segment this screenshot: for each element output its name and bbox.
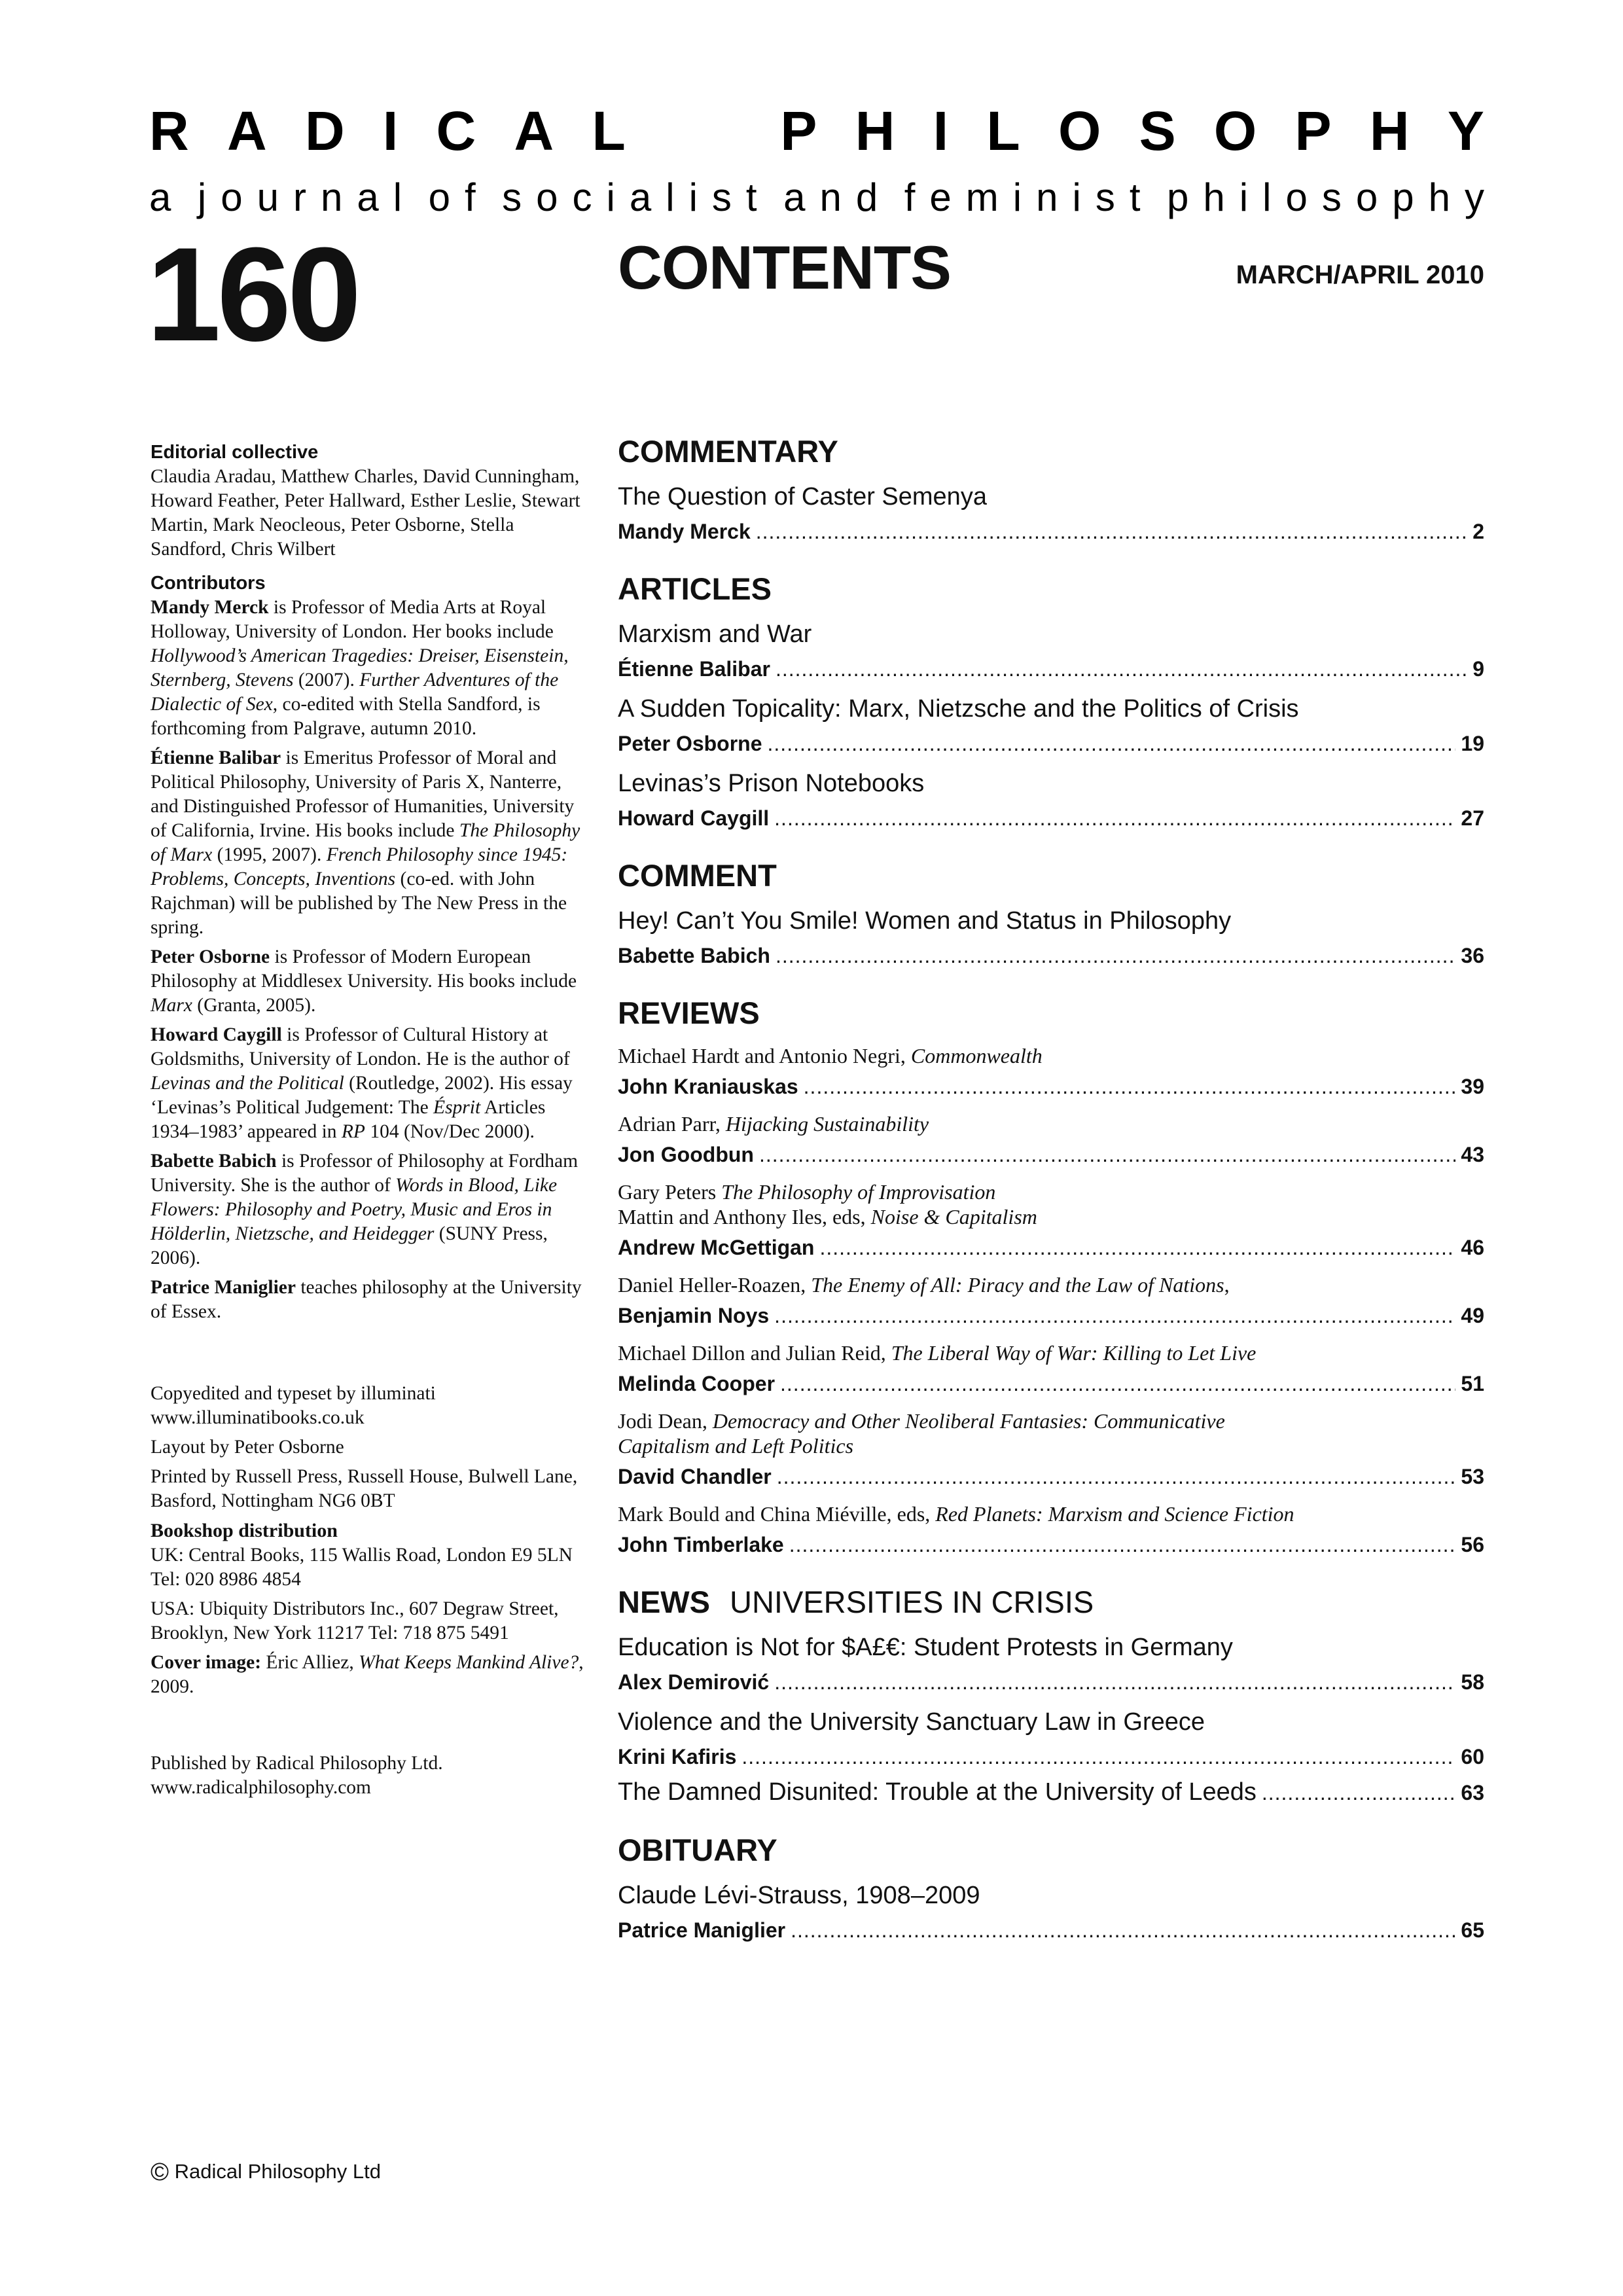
subtitle-letter: h: [1203, 175, 1225, 219]
entry-author: Benjamin Noys: [618, 1304, 770, 1327]
journal-title: [149, 100, 1484, 164]
italic-text: Levinas and the Political: [151, 1073, 344, 1094]
entry-author: Alex Demirović: [618, 1670, 770, 1694]
italic-text: Words in Blood, Like Flowers: Philosophy and Poetry, Music and Eros in Hölderlin, Nietzsche, and Heidegger: [151, 1175, 558, 1244]
subtitle-letter: i: [688, 175, 698, 219]
toc-entry: [618, 729, 1484, 758]
title-letter: H: [1369, 100, 1410, 162]
entry-author: Melinda Cooper: [618, 1372, 776, 1395]
subtitle-letter: n: [819, 175, 842, 219]
leader-dots: [1262, 1778, 1456, 1807]
bookshop-line: UK: Central Books, 115 Wallis Road, London E9 5LN Tel: 020 8986 4854: [151, 1545, 573, 1590]
masthead: [149, 100, 1484, 219]
subtitle-letter: t: [745, 175, 757, 219]
entry-title: Education is Not for $A£€: Student Protests in Germany: [618, 1634, 1233, 1661]
page-number: 2: [1472, 520, 1484, 543]
text-run: is Professor of Media Arts at Royal Holloway, University of London. Her books include: [151, 597, 554, 642]
cover-label: Cover image:: [151, 1652, 262, 1673]
review-title: [618, 1204, 1484, 1229]
toc-entry: [618, 1233, 1484, 1262]
subtitle-word: [1167, 175, 1484, 219]
entry-title: The Question of Caster Semenya: [618, 483, 987, 511]
page-number: 36: [1461, 944, 1484, 967]
leader-dots: [774, 1668, 1455, 1696]
toc-entry: [618, 804, 1484, 833]
subtitle-letter: s: [1321, 175, 1342, 219]
title-letter: O: [1213, 100, 1257, 162]
toc-entry: [618, 1742, 1484, 1771]
subtitle-letter: t: [1129, 175, 1141, 219]
entry-title: Marxism and War: [618, 620, 812, 648]
subtitle-word: [149, 175, 171, 219]
italic-text: Hollywood’s American Tragedies: Dreiser, Eisenstein, Sternberg, Stevens: [151, 645, 569, 691]
review-title: [618, 1272, 1484, 1297]
leader-dots: [774, 804, 1455, 833]
text-run: is Professor of Modern European Philosophy at Middlesex University. His books include: [151, 946, 577, 992]
contents-heading: CONTENTS: [618, 233, 951, 302]
leader-dots: [819, 1233, 1455, 1262]
subtitle-letter: l: [1262, 175, 1272, 219]
title-letter: L: [986, 100, 1020, 162]
page-number: 43: [1461, 1143, 1484, 1166]
leader-dots: [791, 1916, 1455, 1945]
title-letter: P: [1294, 100, 1332, 162]
section-heading: [618, 1831, 1484, 1870]
title-letter: O: [1058, 100, 1101, 162]
title-letter: I: [933, 100, 949, 162]
text-run: is Professor of Cultural History at Goldsmiths, University of London. He is the author of: [151, 1024, 570, 1069]
entry-author: Patrice Maniglier: [618, 1918, 786, 1942]
text-run: Michael Dillon and Julian Reid,: [618, 1341, 891, 1365]
section-subheading: UNIVERSITIES IN CRISIS: [730, 1585, 1094, 1619]
entry-author: Peter Osborne: [618, 732, 762, 755]
entry-author: Andrew McGettigan: [618, 1236, 815, 1259]
subtitle-word: [428, 175, 476, 219]
subtitle-letter: e: [929, 175, 952, 219]
subtitle-letter: f: [464, 175, 476, 219]
contributor-name: Patrice Maniglier: [151, 1277, 296, 1298]
entry-title: Violence and the University Sanctuary Law in Greece: [618, 1708, 1205, 1736]
copyright-text: Radical Philosophy Ltd: [174, 2160, 381, 2183]
text-run: (Routledge, 2002). His essay ‘Levinas’s Political Judgement: The: [151, 1073, 573, 1118]
subtitle-letter: u: [257, 175, 279, 219]
title-letter: S: [1139, 100, 1176, 162]
subtitle-letter: o: [428, 175, 450, 219]
production-line: Printed by Russell Press, Russell House, Bulwell Lane, Basford, Nottingham NG6 0BT: [151, 1466, 578, 1511]
section-heading: [618, 569, 1484, 609]
contributor-bio: [151, 596, 589, 741]
toc-entry: [618, 517, 1484, 546]
title-letter: R: [149, 100, 189, 162]
page-number: 63: [1461, 1781, 1484, 1804]
review-title: [618, 1179, 1484, 1204]
toc-entry: [618, 1301, 1484, 1330]
review-title: [618, 1501, 1484, 1526]
toc-entry: [618, 1369, 1484, 1398]
contributor-bio: [151, 945, 589, 1018]
page-number: 27: [1461, 806, 1484, 830]
journal-subtitle: [149, 175, 1484, 219]
italic-text: Red Planets: Marxism and Science Fiction: [935, 1502, 1294, 1526]
section-title: ARTICLES: [618, 571, 772, 606]
entry-author: John Kraniauskas: [618, 1075, 798, 1098]
subtitle-word: [904, 175, 1141, 219]
contributor-bio: [151, 1276, 589, 1324]
page-number: 60: [1461, 1745, 1484, 1768]
title-letter: D: [304, 100, 345, 162]
page-number: 39: [1461, 1075, 1484, 1098]
section-heading: [618, 994, 1484, 1033]
subtitle-letter: o: [1285, 175, 1308, 219]
subtitle-letter: i: [1072, 175, 1081, 219]
title-letter: A: [226, 100, 267, 162]
text-run: Mark Bould and China Miéville, eds,: [618, 1502, 936, 1526]
section-heading: [618, 1583, 1484, 1622]
text-run: , co-edited with Stella Sandford, is forthcoming from Palgrave, autumn 2010.: [151, 694, 541, 739]
subtitle-letter: j: [197, 175, 207, 219]
leader-dots: [776, 941, 1455, 970]
bookshop-info: [151, 1543, 589, 1645]
table-of-contents: [618, 432, 1484, 1945]
italic-text: Ésprit: [433, 1097, 481, 1118]
contributor-bio: [151, 1149, 589, 1270]
section-heading: [618, 432, 1484, 471]
leader-dots: [741, 1742, 1455, 1771]
entry-author: Mandy Merck: [618, 520, 751, 543]
subtitle-letter: c: [572, 175, 592, 219]
review-title: [618, 1408, 1484, 1433]
toc-entry: [618, 941, 1484, 970]
text-run: (1995, 2007).: [212, 844, 327, 865]
page-number: 58: [1461, 1670, 1484, 1694]
subtitle-letter: s: [711, 175, 732, 219]
page-number: 56: [1461, 1533, 1484, 1556]
contributor-bio: [151, 746, 589, 940]
italic-text: The Enemy of All: Piracy and the Law of Nations: [811, 1273, 1224, 1297]
issue-date: MARCH/APRIL 2010: [1236, 260, 1484, 289]
italic-text: Hijacking Sustainability: [725, 1112, 929, 1136]
text-run: is Professor of Philosophy at Fordham University. She is the author of: [151, 1151, 579, 1196]
subtitle-letter: o: [1355, 175, 1378, 219]
page-number: 53: [1461, 1465, 1484, 1488]
subtitle-letter: p: [1167, 175, 1189, 219]
entry-title: The Damned Disunited: Trouble at the University of Leeds: [618, 1778, 1257, 1806]
contributor-name: Mandy Merck: [151, 597, 269, 618]
leader-dots: [789, 1530, 1456, 1559]
title-letter: L: [592, 100, 626, 162]
subtitle-letter: i: [1239, 175, 1249, 219]
section-title: NEWS: [618, 1585, 710, 1619]
production-line: Layout by Peter Osborne: [151, 1437, 344, 1458]
text-run: Jodi Dean,: [618, 1409, 713, 1433]
page-number: 65: [1461, 1918, 1484, 1942]
subtitle-letter: m: [965, 175, 999, 219]
subtitle-letter: s: [502, 175, 522, 219]
publisher-info: Published by Radical Philosophy Ltd. www.radicalphilosophy.com: [151, 1753, 443, 1798]
review-title: [618, 1043, 1484, 1068]
text-run: Daniel Heller-Roazen,: [618, 1273, 812, 1297]
text-run: 104 (Nov/Dec 2000).: [365, 1121, 535, 1142]
italic-text: French Philosophy since 1945: Problems, Concepts, Inventions: [151, 844, 568, 889]
text-run: (co-ed. with John Rajchman) will be published by The New Press in the spring.: [151, 869, 567, 938]
contributors-list: [151, 596, 589, 1324]
italic-text: The Philosophy of Improvisation: [721, 1180, 996, 1204]
subtitle-letter: h: [1428, 175, 1450, 219]
subtitle-word: [783, 175, 878, 219]
section-heading: [618, 856, 1484, 895]
editorial-text: Claudia Aradau, Matthew Charles, David Cunningham, Howard Feather, Peter Hallward, Esther Leslie, Stewart Martin, Mark Neocleous, Peter Osborne, Stella Sandford, Chris Wilbert: [151, 466, 580, 560]
review-title: [618, 1433, 1484, 1458]
cover-artist: Éric Alliez,: [261, 1652, 359, 1673]
page-number: 9: [1472, 657, 1484, 681]
subtitle-letter: s: [1095, 175, 1115, 219]
contributor-name: Peter Osborne: [151, 946, 270, 967]
issue-number: 160: [147, 220, 358, 369]
text-run: (SUNY Press, 2006).: [151, 1223, 548, 1268]
section-title: COMMENTARY: [618, 434, 838, 469]
italic-text: The Philosophy of Marx: [151, 820, 580, 865]
title-letter: A: [514, 100, 554, 162]
page-number: 49: [1461, 1304, 1484, 1327]
subtitle-word: [502, 175, 757, 219]
contributor-bio: [151, 1023, 589, 1144]
text-run: Mattin and Anthony Iles, eds,: [618, 1205, 871, 1229]
subtitle-letter: l: [666, 175, 675, 219]
leader-dots: [759, 1140, 1455, 1169]
entry-title: Levinas’s Prison Notebooks: [618, 770, 925, 797]
section-title: COMMENT: [618, 858, 777, 893]
contributor-name: Babette Babich: [151, 1151, 277, 1172]
text-run: (2007).: [293, 670, 360, 691]
cover-year: , 2009.: [151, 1652, 584, 1697]
entry-author: John Timberlake: [618, 1533, 784, 1556]
toc-entry: [618, 1530, 1484, 1559]
text-run: Adrian Parr,: [618, 1112, 726, 1136]
copyright: [151, 2159, 381, 2187]
entry-author: David Chandler: [618, 1465, 772, 1488]
leader-dots: [777, 1462, 1456, 1491]
text-run: teaches philosophy at the University of Essex.: [151, 1277, 582, 1322]
subtitle-letter: p: [1392, 175, 1414, 219]
entry-author: Howard Caygill: [618, 806, 770, 830]
title-letter: C: [436, 100, 476, 162]
entry-author: Jon Goodbun: [618, 1143, 754, 1166]
entry-author: Babette Babich: [618, 944, 770, 967]
leader-dots: [774, 1301, 1455, 1330]
text-run: ,: [1224, 1273, 1230, 1297]
title-letter: I: [382, 100, 399, 162]
page-number: 46: [1461, 1236, 1484, 1259]
subtitle-letter: i: [1012, 175, 1022, 219]
toc-entry: [618, 1072, 1484, 1101]
editorial-heading: Editorial collective: [151, 442, 319, 463]
review-title: [618, 1111, 1484, 1136]
bookshop-line: USA: Ubiquity Distributors Inc., 607 Degraw Street, Brooklyn, New York 11217 Tel: 718 875 5491: [151, 1598, 559, 1643]
leader-dots: [756, 517, 1467, 546]
italic-text: Democracy and Other Neoliberal Fantasies: Communicative: [712, 1409, 1225, 1433]
cover-work: What Keeps Mankind Alive?: [359, 1652, 579, 1673]
text-run: is Emeritus Professor of Moral and Political Philosophy, University of Paris X, Nanterre, and Distinguished Professor of Humanities, University of California, Irvine. His books include: [151, 747, 575, 841]
title-letter: H: [855, 100, 895, 162]
subtitle-letter: o: [536, 175, 558, 219]
leader-dots: [780, 1369, 1455, 1398]
contributor-name: Étienne Balibar: [151, 747, 281, 768]
bookshop-heading: Bookshop distribution: [151, 1520, 338, 1541]
italic-text: Marx: [151, 995, 192, 1016]
italic-text: Commonwealth: [910, 1044, 1043, 1067]
entry-title: Hey! Can’t You Smile! Women and Status in Philosophy: [618, 907, 1232, 935]
contributors-heading: Contributors: [151, 573, 266, 594]
toc-entry: [618, 655, 1484, 683]
toc-entry: [618, 1140, 1484, 1169]
subtitle-letter: f: [904, 175, 916, 219]
italic-text: Noise & Capitalism: [870, 1205, 1037, 1229]
title-word-gap: [664, 103, 742, 164]
toc-entry: [618, 1668, 1484, 1696]
text-run: Michael Hardt and Antonio Negri,: [618, 1044, 911, 1067]
italic-text: Further Adventures of the Dialectic of Sex: [151, 670, 559, 715]
subtitle-letter: r: [293, 175, 306, 219]
subtitle-letter: n: [320, 175, 343, 219]
section-title: REVIEWS: [618, 996, 760, 1030]
leader-dots: [804, 1072, 1456, 1101]
entry-author: Krini Kafiris: [618, 1745, 737, 1768]
subtitle-letter: y: [1464, 175, 1484, 219]
toc-entry: [618, 1778, 1484, 1807]
toc-entry: [618, 1916, 1484, 1945]
leader-dots: [776, 655, 1467, 683]
subtitle-letter: a: [629, 175, 652, 219]
italic-text: RP: [341, 1121, 365, 1142]
title-letter: Y: [1447, 100, 1484, 162]
entry-title: A Sudden Topicality: Marx, Nietzsche and the Politics of Crisis: [618, 695, 1299, 723]
contributor-name: Howard Caygill: [151, 1024, 282, 1045]
text-run: (Granta, 2005).: [192, 995, 316, 1016]
page-number: 19: [1461, 732, 1484, 755]
text-run: Gary Peters: [618, 1180, 722, 1204]
page-number: 51: [1461, 1372, 1484, 1395]
subtitle-letter: a: [149, 175, 171, 219]
subtitle-word: [197, 175, 402, 219]
toc-entry: [618, 1462, 1484, 1491]
subtitle-letter: i: [606, 175, 615, 219]
copyright-icon: ©: [151, 2159, 169, 2186]
title-letter: P: [780, 100, 817, 162]
section-title: OBITUARY: [618, 1833, 777, 1867]
left-column: [151, 440, 589, 1805]
entry-author: Étienne Balibar: [618, 657, 770, 681]
entry-title: Claude Lévi-Strauss, 1908–2009: [618, 1882, 980, 1909]
subtitle-letter: n: [1036, 175, 1058, 219]
leader-dots: [768, 729, 1456, 758]
subtitle-letter: a: [357, 175, 379, 219]
italic-text: Capitalism and Left Politics: [618, 1434, 854, 1458]
subtitle-letter: d: [855, 175, 878, 219]
production-info: [151, 1382, 589, 1513]
subtitle-letter: a: [783, 175, 806, 219]
text-run: Articles 1934–1983’ appeared in: [151, 1097, 546, 1142]
cover-credit: [151, 1651, 589, 1699]
subtitle-letter: l: [393, 175, 402, 219]
subtitle-letter: o: [221, 175, 243, 219]
italic-text: The Liberal Way of War: Killing to Let Live: [891, 1341, 1257, 1365]
review-title: [618, 1340, 1484, 1365]
production-line: Copyedited and typeset by illuminati www.illuminatibooks.co.uk: [151, 1383, 436, 1428]
